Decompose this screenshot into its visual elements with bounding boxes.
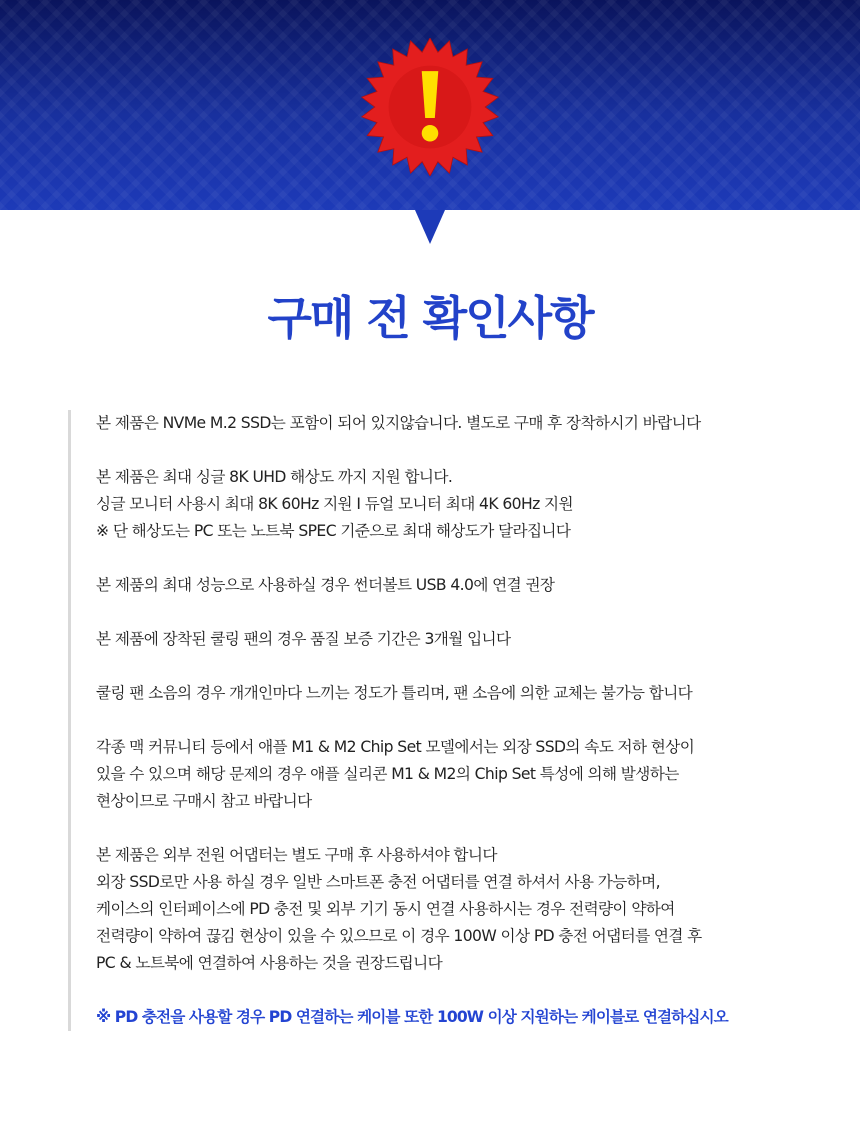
group-spacer [96, 437, 856, 464]
notice-line: 외장 SSD로만 사용 하실 경우 일반 스마트폰 충전 어댑터를 연결 하셔서 사용 가능하며, [96, 873, 660, 891]
notice-line: 본 제품의 최대 성능으로 사용하실 경우 썬더볼트 USB 4.0에 연결 권장 [96, 576, 555, 594]
notice-line: 싱글 모니터 사용시 최대 8K 60Hz 지원 I 듀얼 모니터 최대 4K 60Hz 지원 [96, 495, 573, 513]
notice-line: 본 제품은 최대 싱글 8K UHD 해상도 까지 지원 합니다. [96, 468, 453, 486]
notice-line: 쿨링 팬 소음의 경우 개개인마다 느끼는 정도가 틀리며, 팬 소음에 의한 교체는 불가능 합니다 [96, 684, 693, 702]
notice-line: PC & 노트북에 연결하여 사용하는 것을 권장드립니다 [96, 954, 443, 972]
notice-line: 본 제품은 NVMe M.2 SSD는 포함이 되어 있지않습니다. 별도로 구매 후 장착하시기 바랍니다 [96, 414, 701, 432]
notice-line: 전력량이 약하여 끊김 현상이 있을 수 있으므로 이 경우 100W 이상 PD 충전 어댑터를 연결 후 [96, 927, 702, 945]
page-title: 구매 전 확인사항 [267, 291, 593, 345]
notice-line: 있을 수 있으며 해당 문제의 경우 애플 실리콘 M1 & M2의 Chip Set 특성에 의해 발생하는 [96, 765, 679, 783]
group-spacer [96, 545, 856, 572]
notice-line: 각종 맥 커뮤니티 등에서 애플 M1 & M2 Chip Set 모델에서는 외장 SSD의 속도 저하 현상이 [96, 738, 695, 756]
exclamation-burst-icon [361, 38, 499, 176]
group-spacer [96, 707, 856, 734]
notice-line: 본 제품은 외부 전원 어댑터는 별도 구매 후 사용하셔야 합니다 [96, 846, 497, 864]
notice-line: ※ 단 해상도는 PC 또는 노트북 SPEC 기준으로 최대 해상도가 달라집니다 [96, 522, 571, 540]
group-spacer [96, 653, 856, 680]
notice-list [68, 410, 856, 1031]
notice-line: 케이스의 인터페이스에 PD 충전 및 외부 기기 동시 연결 사용하시는 경우 전력량이 약하여 [96, 900, 675, 918]
group-spacer [96, 599, 856, 626]
notice-groups [96, 410, 856, 1004]
group-spacer [96, 815, 856, 842]
notice-line: 현상이므로 구매시 참고 바랍니다 [96, 792, 312, 810]
emphasis-note: ※ PD 충전을 사용할 경우 PD 연결하는 케이블 또한 100W 이상 지원하는 케이블로 연결하십시오 [96, 1008, 728, 1026]
header-banner [0, 0, 860, 210]
banner-pointer [415, 210, 445, 244]
notice-line: 본 제품에 장착된 쿨링 팬의 경우 품질 보증 기간은 3개월 입니다 [96, 630, 511, 648]
group-spacer [96, 977, 856, 1004]
